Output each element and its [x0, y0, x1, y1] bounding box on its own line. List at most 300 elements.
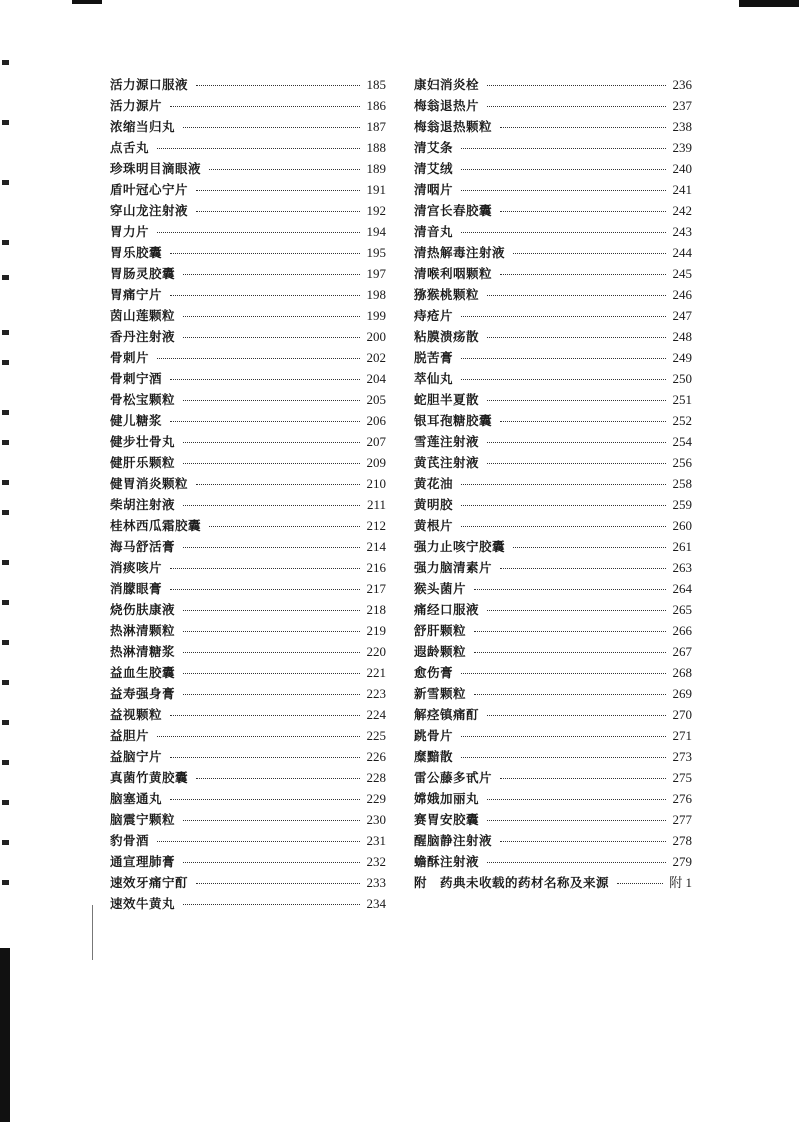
toc-entry[interactable] [110, 368, 386, 389]
toc-entry-title: 康妇消炎栓 [414, 77, 480, 92]
toc-entry[interactable] [110, 389, 386, 410]
toc-leader-dots [183, 631, 360, 632]
toc-entry[interactable] [414, 95, 692, 116]
toc-leader-dots [487, 715, 666, 716]
toc-entry[interactable] [110, 851, 386, 872]
toc-page-number: 269 [672, 686, 692, 701]
toc-leader-dots [487, 442, 666, 443]
toc-page-number: 278 [672, 833, 692, 848]
toc-page-number: 251 [672, 392, 692, 407]
toc-entry[interactable] [414, 704, 692, 725]
toc-entry-title: 附 药典未收载的药材名称及来源 [414, 875, 610, 890]
toc-page-number: 194 [366, 224, 386, 239]
toc-entry[interactable] [110, 326, 386, 347]
toc-entry[interactable] [110, 74, 386, 95]
toc-entry[interactable] [110, 158, 386, 179]
toc-page-number: 186 [366, 98, 386, 113]
toc-leader-dots [183, 904, 360, 905]
toc-entry[interactable] [414, 410, 692, 431]
toc-leader-dots [487, 295, 666, 296]
toc-entry[interactable] [110, 284, 386, 305]
toc-entry-title: 脑震宁颗粒 [110, 812, 176, 827]
toc-entry-title: 浓缩当归丸 [110, 119, 176, 134]
toc-leader-dots [170, 253, 360, 254]
toc-entry-title: 痛经口服液 [414, 602, 480, 617]
toc-page-number: 241 [672, 182, 692, 197]
toc-page-number: 263 [672, 560, 692, 575]
toc-leader-dots [183, 652, 360, 653]
scan-artifact-left-bottom [0, 948, 10, 1122]
toc-page-number: 191 [366, 182, 386, 197]
toc-leader-dots [196, 484, 360, 485]
scan-speck [2, 640, 9, 645]
toc-entry-title: 胃痛宁片 [110, 287, 163, 302]
toc-page-number: 220 [366, 644, 386, 659]
toc-page-number: 238 [672, 119, 692, 134]
toc-entry-title: 清热解毒注射液 [414, 245, 506, 260]
scan-speck [2, 360, 9, 365]
toc-leader-dots [474, 631, 666, 632]
toc-entry[interactable] [110, 599, 386, 620]
toc-entry[interactable] [414, 200, 692, 221]
toc-entry[interactable] [110, 137, 386, 158]
toc-leader-dots [183, 337, 360, 338]
toc-page-number: 225 [366, 728, 386, 743]
toc-leader-dots [170, 568, 360, 569]
toc-entry-title: 通宣理肺膏 [110, 854, 176, 869]
toc-leader-dots [157, 358, 360, 359]
toc-entry-title: 猕猴桃颗粒 [414, 287, 480, 302]
toc-page-number: 202 [366, 350, 386, 365]
toc-entry[interactable] [414, 872, 692, 893]
toc-entry-title: 胃乐胶囊 [110, 245, 163, 260]
toc-entry[interactable] [414, 809, 692, 830]
toc-leader-dots [170, 106, 360, 107]
toc-page-number: 219 [366, 623, 386, 638]
toc-page-number: 267 [672, 644, 692, 659]
toc-page-number: 260 [672, 518, 692, 533]
toc-entry-title: 跳骨片 [414, 728, 454, 743]
scan-speck [2, 120, 9, 125]
toc-leader-dots [196, 85, 360, 86]
toc-entry-title: 消痰咳片 [110, 560, 163, 575]
toc-page-number: 187 [366, 119, 386, 134]
toc-entry-title: 舒肝颗粒 [414, 623, 467, 638]
scan-speck [2, 60, 9, 65]
toc-entry-title: 茵山莲颗粒 [110, 308, 176, 323]
toc-entry-title: 穿山龙注射液 [110, 203, 189, 218]
toc-entry[interactable] [110, 620, 386, 641]
toc-page-number: 258 [672, 476, 692, 491]
toc-page-number: 206 [366, 413, 386, 428]
toc-page-number: 252 [672, 413, 692, 428]
toc-entry[interactable] [414, 767, 692, 788]
toc-page-number: 240 [672, 161, 692, 176]
toc-page-number: 279 [672, 854, 692, 869]
toc-leader-dots [183, 862, 360, 863]
toc-page-number: 205 [366, 392, 386, 407]
toc-entry-title: 嫦娥加丽丸 [414, 791, 480, 806]
toc-entry-title: 粘膜溃疡散 [414, 329, 480, 344]
toc-entry-title: 清宫长春胶囊 [414, 203, 493, 218]
toc-leader-dots [183, 442, 360, 443]
toc-entry[interactable] [414, 158, 692, 179]
scan-speck [2, 440, 9, 445]
toc-entry[interactable] [414, 683, 692, 704]
toc-leader-dots [183, 505, 360, 506]
toc-page-number: 277 [672, 812, 692, 827]
toc-page-number: 254 [672, 434, 692, 449]
toc-leader-dots [183, 610, 360, 611]
toc-entry-title: 萃仙丸 [414, 371, 454, 386]
scan-artifact-line [92, 905, 93, 960]
toc-entry[interactable] [110, 200, 386, 221]
scan-speck [2, 480, 9, 485]
toc-page-number: 276 [672, 791, 692, 806]
toc-entry-title: 益寿强身膏 [110, 686, 176, 701]
toc-entry-title: 梅翁退热片 [414, 98, 480, 113]
scan-speck [2, 410, 9, 415]
toc-entry[interactable] [110, 515, 386, 536]
toc-leader-dots [461, 358, 666, 359]
toc-entry-title: 梅翁退热颗粒 [414, 119, 493, 134]
toc-leader-dots [183, 673, 360, 674]
toc-entry-title: 健儿糖浆 [110, 413, 163, 428]
toc-entry-title: 速效牙痛宁酊 [110, 875, 189, 890]
toc-entry[interactable] [414, 179, 692, 200]
toc-entry-title: 猴头菌片 [414, 581, 467, 596]
toc-page-number: 259 [672, 497, 692, 512]
toc-entry-title: 健肝乐颗粒 [110, 455, 176, 470]
toc-entry[interactable] [110, 767, 386, 788]
toc-entry[interactable] [110, 809, 386, 830]
toc-leader-dots [461, 148, 666, 149]
toc-entry[interactable] [414, 452, 692, 473]
toc-page-number: 188 [366, 140, 386, 155]
toc-leader-dots [487, 85, 666, 86]
toc-page-number: 247 [672, 308, 692, 323]
toc-entry-title: 新雪颗粒 [414, 686, 467, 701]
toc-leader-dots [461, 232, 666, 233]
toc-entry[interactable] [110, 347, 386, 368]
toc-page-number: 207 [366, 434, 386, 449]
toc-entry[interactable] [110, 494, 386, 515]
scan-speck [2, 760, 9, 765]
toc-page-number: 239 [672, 140, 692, 155]
toc-entry[interactable] [110, 557, 386, 578]
toc-entry[interactable] [414, 662, 692, 683]
scan-artifact-left-edge [0, 60, 14, 910]
toc-entry[interactable] [414, 116, 692, 137]
toc-entry-title: 黄芪注射液 [414, 455, 480, 470]
toc-page-number: 221 [366, 665, 386, 680]
scan-speck [2, 180, 9, 185]
toc-leader-dots [500, 274, 666, 275]
toc-entry-title: 消朦眼膏 [110, 581, 163, 596]
toc-entry-title: 强力脑清素片 [414, 560, 493, 575]
toc-leader-dots [487, 463, 666, 464]
toc-leader-dots [209, 526, 360, 527]
toc-page-number: 233 [366, 875, 386, 890]
toc-page-number: 236 [672, 77, 692, 92]
toc-entry-title: 清艾绒 [414, 161, 454, 176]
toc-entry[interactable] [414, 788, 692, 809]
toc-leader-dots [500, 841, 666, 842]
toc-entry[interactable] [110, 242, 386, 263]
scan-speck [2, 680, 9, 685]
toc-page-number: 195 [366, 245, 386, 260]
toc-entry-title: 桂林西瓜霜胶囊 [110, 518, 202, 533]
toc-entry-title: 活力源片 [110, 98, 163, 113]
toc-page-number: 245 [672, 266, 692, 281]
toc-page-number: 275 [672, 770, 692, 785]
toc-entry-title: 香丹注射液 [110, 329, 176, 344]
scan-speck [2, 510, 9, 515]
toc-entry[interactable] [414, 830, 692, 851]
toc-right-column [414, 74, 692, 893]
toc-entry-title: 雷公藤多甙片 [414, 770, 493, 785]
toc-leader-dots [170, 421, 360, 422]
toc-entry[interactable] [110, 116, 386, 137]
scan-speck [2, 720, 9, 725]
toc-entry[interactable] [414, 74, 692, 95]
toc-page-number: 185 [366, 77, 386, 92]
toc-entry[interactable] [414, 578, 692, 599]
toc-entry[interactable] [414, 368, 692, 389]
toc-entry[interactable] [110, 746, 386, 767]
toc-page-number: 216 [366, 560, 386, 575]
toc-entry-title: 脑塞通丸 [110, 791, 163, 806]
toc-entry[interactable] [414, 431, 692, 452]
toc-leader-dots [183, 316, 360, 317]
toc-page-number: 243 [672, 224, 692, 239]
toc-entry-title: 健胃消炎颗粒 [110, 476, 189, 491]
toc-page-number: 249 [672, 350, 692, 365]
toc-entry[interactable] [414, 221, 692, 242]
toc-leader-dots [157, 841, 360, 842]
toc-entry[interactable] [414, 284, 692, 305]
toc-page-number: 209 [366, 455, 386, 470]
toc-page-number: 212 [366, 518, 386, 533]
toc-entry-title: 清咽片 [414, 182, 454, 197]
toc-entry[interactable] [414, 389, 692, 410]
toc-leader-dots [183, 694, 360, 695]
toc-entry-title: 益血生胶囊 [110, 665, 176, 680]
toc-leader-dots [487, 820, 666, 821]
toc-leader-dots [183, 820, 360, 821]
toc-entry-title: 热淋清颗粒 [110, 623, 176, 638]
toc-page-number: 261 [672, 539, 692, 554]
toc-page-number: 192 [366, 203, 386, 218]
toc-entry[interactable] [414, 746, 692, 767]
toc-entry-title: 真菌竹黄胶囊 [110, 770, 189, 785]
toc-entry[interactable] [414, 263, 692, 284]
toc-entry-title: 黄根片 [414, 518, 454, 533]
toc-page-number: 231 [366, 833, 386, 848]
toc-entry-title: 益视颗粒 [110, 707, 163, 722]
toc-entry[interactable] [110, 578, 386, 599]
scan-speck [2, 600, 9, 605]
toc-entry[interactable] [110, 704, 386, 725]
toc-leader-dots [461, 673, 666, 674]
toc-entry[interactable] [110, 683, 386, 704]
toc-page-number: 250 [672, 371, 692, 386]
toc-page-number: 214 [366, 539, 386, 554]
toc-entry[interactable] [414, 137, 692, 158]
toc-leader-dots [183, 274, 360, 275]
toc-entry[interactable] [414, 494, 692, 515]
toc-leader-dots [461, 757, 666, 758]
toc-leader-dots [500, 127, 666, 128]
toc-entry[interactable] [110, 221, 386, 242]
toc-page-number: 226 [366, 749, 386, 764]
toc-page-number: 218 [366, 602, 386, 617]
toc-leader-dots [461, 169, 666, 170]
toc-leader-dots [487, 799, 666, 800]
toc-entry[interactable] [110, 473, 386, 494]
toc-entry-title: 速效牛黄丸 [110, 896, 176, 911]
toc-entry-title: 银耳孢糖胶囊 [414, 413, 493, 428]
toc-entry-title: 豹骨酒 [110, 833, 150, 848]
toc-page-number: 217 [366, 581, 386, 596]
toc-leader-dots [461, 190, 666, 191]
toc-entry-title: 强力止咳宁胶囊 [414, 539, 506, 554]
toc-page-number: 246 [672, 287, 692, 302]
toc-entry-title: 脱苦膏 [414, 350, 454, 365]
toc-page-number: 237 [672, 98, 692, 113]
toc-entry[interactable] [110, 662, 386, 683]
toc-entry[interactable] [414, 641, 692, 662]
toc-page-number: 附 1 [669, 875, 692, 890]
toc-entry[interactable] [110, 95, 386, 116]
toc-entry[interactable] [414, 536, 692, 557]
toc-leader-dots [500, 421, 666, 422]
toc-entry-title: 柴胡注射液 [110, 497, 176, 512]
toc-leader-dots [500, 211, 666, 212]
toc-leader-dots [170, 715, 360, 716]
toc-entry-title: 痔疮片 [414, 308, 454, 323]
toc-entry[interactable] [110, 893, 386, 914]
toc-entry[interactable] [110, 536, 386, 557]
toc-page-number: 271 [672, 728, 692, 743]
toc-entry-title: 蟾酥注射液 [414, 854, 480, 869]
toc-leader-dots [474, 589, 666, 590]
toc-page-number: 228 [366, 770, 386, 785]
toc-leader-dots [170, 295, 360, 296]
toc-entry[interactable] [110, 263, 386, 284]
toc-entry-title: 赛胃安胶囊 [414, 812, 480, 827]
toc-leader-dots [183, 547, 360, 548]
toc-entry-title: 骨刺宁酒 [110, 371, 163, 386]
toc-entry-title: 蛇胆半夏散 [414, 392, 480, 407]
toc-entry[interactable] [414, 515, 692, 536]
toc-page-number: 266 [672, 623, 692, 638]
toc-entry[interactable] [414, 326, 692, 347]
toc-entry[interactable] [110, 788, 386, 809]
toc-page-number: 256 [672, 455, 692, 470]
toc-entry-title: 胃力片 [110, 224, 150, 239]
toc-entry[interactable] [414, 473, 692, 494]
toc-entry[interactable] [414, 599, 692, 620]
toc-page-number: 248 [672, 329, 692, 344]
toc-entry[interactable] [414, 725, 692, 746]
toc-entry[interactable] [110, 872, 386, 893]
toc-entry-title: 骨刺片 [110, 350, 150, 365]
toc-entry-title: 清艾条 [414, 140, 454, 155]
toc-page-number: 204 [366, 371, 386, 386]
toc-page-number: 232 [366, 854, 386, 869]
toc-page-number: 268 [672, 665, 692, 680]
toc-page-number: 197 [366, 266, 386, 281]
scan-artifact-top-right [739, 0, 799, 7]
scan-speck [2, 880, 9, 885]
toc-leader-dots [170, 379, 360, 380]
scan-artifact-top-left [72, 0, 102, 4]
toc-entry-title: 糜黯散 [414, 749, 454, 764]
toc-leader-dots [170, 589, 360, 590]
scan-speck [2, 560, 9, 565]
toc-entry[interactable] [110, 641, 386, 662]
toc-entry[interactable] [110, 179, 386, 200]
toc-entry[interactable] [110, 830, 386, 851]
toc-leader-dots [157, 148, 360, 149]
toc-leader-dots [196, 883, 360, 884]
toc-leader-dots [170, 799, 360, 800]
toc-entry[interactable] [414, 347, 692, 368]
toc-entry[interactable] [414, 851, 692, 872]
toc-entry[interactable] [110, 305, 386, 326]
toc-entry[interactable] [414, 620, 692, 641]
toc-leader-dots [183, 400, 360, 401]
toc-entry-title: 益脑宁片 [110, 749, 163, 764]
toc-leader-dots [461, 526, 666, 527]
toc-entry[interactable] [414, 242, 692, 263]
toc-entry[interactable] [110, 410, 386, 431]
toc-entry-title: 清喉利咽颗粒 [414, 266, 493, 281]
toc-leader-dots [474, 694, 666, 695]
toc-page-number: 229 [366, 791, 386, 806]
toc-entry-title: 胃肠灵胶囊 [110, 266, 176, 281]
toc-leader-dots [209, 169, 360, 170]
toc-leader-dots [487, 400, 666, 401]
toc-leader-dots [461, 736, 666, 737]
toc-leader-dots [513, 253, 666, 254]
toc-page-number: 223 [366, 686, 386, 701]
toc-page-number: 230 [366, 812, 386, 827]
toc-leader-dots [487, 610, 666, 611]
toc-entry[interactable] [110, 431, 386, 452]
toc-entry-title: 黄明胶 [414, 497, 454, 512]
toc-leader-dots [183, 463, 360, 464]
scan-speck [2, 240, 9, 245]
toc-left-column [110, 74, 386, 914]
toc-entry[interactable] [414, 557, 692, 578]
toc-entry-title: 益胆片 [110, 728, 150, 743]
toc-entry-title: 健步壮骨丸 [110, 434, 176, 449]
toc-page-number: 200 [366, 329, 386, 344]
toc-page-number: 198 [366, 287, 386, 302]
toc-page-number: 224 [366, 707, 386, 722]
toc-entry[interactable] [110, 725, 386, 746]
toc-leader-dots [183, 127, 360, 128]
toc-entry-title: 珍珠明目滴眼液 [110, 161, 202, 176]
toc-leader-dots [196, 190, 360, 191]
toc-page-number: 273 [672, 749, 692, 764]
toc-leader-dots [157, 736, 360, 737]
scan-speck [2, 840, 9, 845]
toc-entry[interactable] [414, 305, 692, 326]
toc-entry[interactable] [110, 452, 386, 473]
